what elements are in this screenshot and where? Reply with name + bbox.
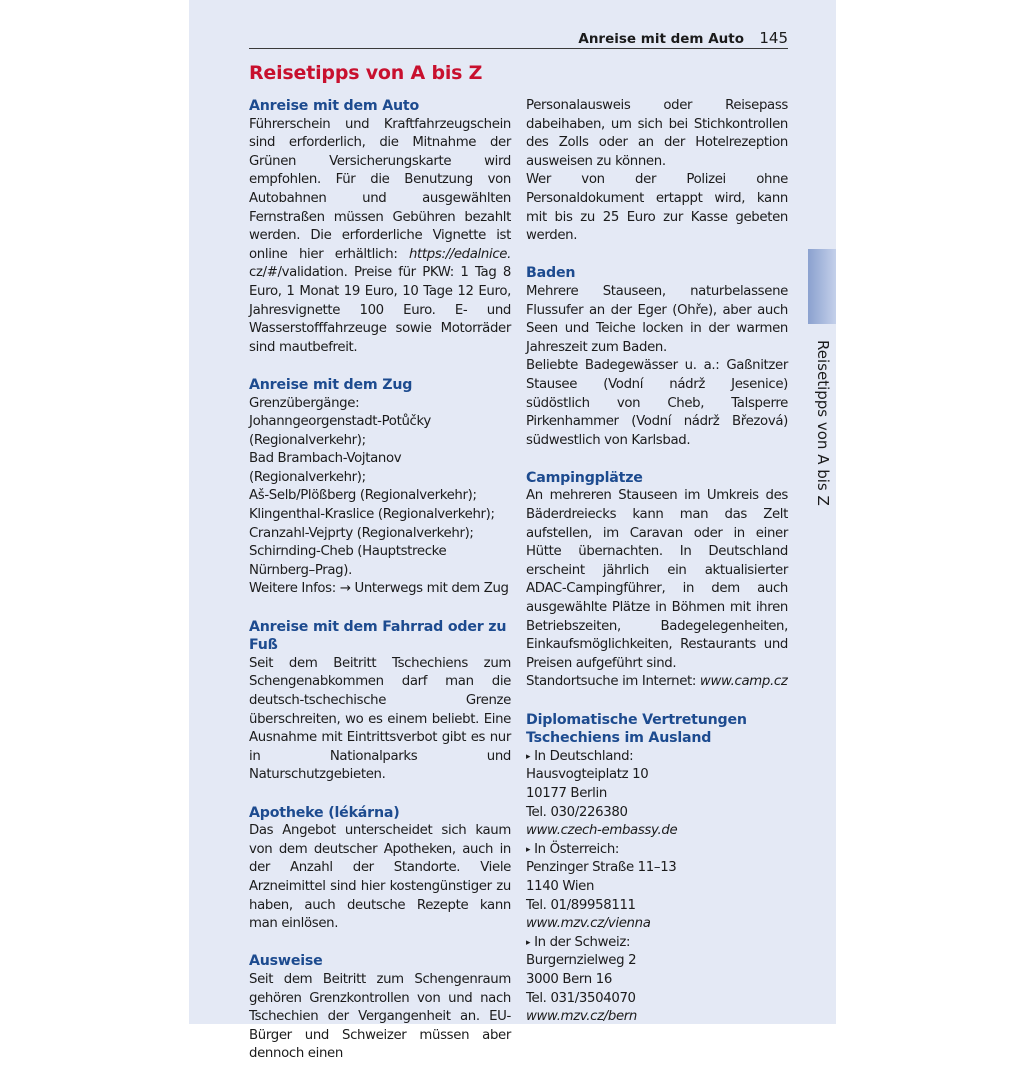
section-text: Wer von der Polizei ohne Personaldokument ertappt wird, kann mit bis zu 25 Euro zur Kasse gebeten werden. <box>526 172 788 244</box>
section-anreise-auto <box>249 97 511 357</box>
camping-url: www.camp.cz <box>699 674 788 690</box>
thumb-index-tab <box>808 249 836 324</box>
list-item: Schirnding-Cheb (Hauptstrecke Nürnberg–Prag). <box>249 544 447 578</box>
embassy-street: Penzinger Straße 11–13 <box>526 860 677 876</box>
section-camping <box>526 469 788 692</box>
embassy-web: www.mzv.cz/vienna <box>526 916 651 932</box>
embassy-country <box>526 841 788 860</box>
side-chapter-text: Reisetipps von A bis Z <box>814 340 832 506</box>
left-column <box>249 97 511 1082</box>
section-anreise-fahrrad <box>249 618 511 785</box>
list-item: Cranzahl-Vejprty (Regionalverkehr); <box>249 525 474 541</box>
section-heading: Diplomatische Vertretungen Tschechiens im Ausland <box>526 711 747 747</box>
list-item: Grenzübergänge: <box>249 395 360 411</box>
country-label: In Österreich: <box>534 841 620 857</box>
section-heading: Ausweise <box>249 953 323 970</box>
side-chapter-label <box>809 340 837 506</box>
section-apotheke <box>249 804 511 934</box>
text-part: Weitere Infos: <box>249 581 340 597</box>
embassy-city: 3000 Bern 16 <box>526 971 612 987</box>
running-header <box>249 30 788 49</box>
section-text: Das Angebot unterscheidet sich kaum von dem deutscher Apotheken, auch in der Anzahl der Standorte. Viele Arzneimittel sind hier kostengünstiger zu haben, auch deutsche Rezepte kann man einlösen. <box>249 823 511 932</box>
triangle-bullet-icon: ▸ <box>526 937 531 948</box>
country-label: In der Schweiz: <box>534 934 631 950</box>
triangle-bullet-icon: ▸ <box>526 844 531 855</box>
running-header-title: Anreise mit dem Auto <box>578 31 744 47</box>
embassy-web: www.mzv.cz/bern <box>526 1009 637 1025</box>
section-ausweise-continued <box>526 97 788 246</box>
section-heading: Baden <box>526 265 576 282</box>
section-text: Mehrere Stauseen, naturbelassene Flussufer an der Eger (Ohře), aber auch Seen und Teiche locken in der warmen Jahreszeit zum Baden. <box>526 283 788 355</box>
section-heading: Apotheke (lékárna) <box>249 804 400 821</box>
embassy-tel: Tel. 030/226380 <box>526 804 628 820</box>
text-part: Standortsuche im Internet: <box>526 674 700 690</box>
embassy-city: 1140 Wien <box>526 878 595 894</box>
section-text: Personalausweis oder Reisepass dabeihaben, um sich bei Stichkontrollen des Zolls oder an der Hotelrezeption ausweisen zu können. <box>526 98 788 169</box>
section-heading: Anreise mit dem Zug <box>249 376 413 393</box>
section-text: An mehreren Stauseen im Umkreis des Bäderdreiecks kann man das Zelt aufstellen, im Caravan oder in einer Hütte übernachten. In Deutschland erscheint jährlich ein aktualisierter ADAC-Campingführer, in dem auch ausgewählte Plätze in Böhmen mit ihren Betriebszeiten, Badegelegenheiten, Einkaufsmöglichkeiten, Restaurants und Preisen aufgeführt sind. <box>526 488 788 671</box>
country-label: In Deutschland: <box>534 748 634 764</box>
list-item: Klingenthal-Kraslice (Regionalverkehr); <box>249 507 495 523</box>
vignette-url: https://edalnice. <box>408 246 511 262</box>
embassy-web: www.czech-embassy.de <box>526 823 678 839</box>
text-part: cz/#/validation. Preise für PKW: 1 Tag 8 Euro, 1 Monat 19 Euro, 10 Tage 12 Euro, Jahresvignette 100 Euro. E- und Wasserstofffahrzeuge sowie Motorräder sind mautbefreit. <box>249 265 511 355</box>
embassy-country <box>526 748 788 767</box>
embassy-city: 10177 Berlin <box>526 785 607 801</box>
embassy-street: Hausvogteiplatz 10 <box>526 767 649 783</box>
section-text: Seit dem Beitritt zum Schengenraum gehören Grenzkontrollen von und nach Tschechien der Vergangenheit an. EU-Bürger und Schweizer müssen aber dennoch einen <box>249 971 511 1062</box>
cross-reference: Unterwegs mit dem Zug <box>350 581 509 597</box>
embassy-tel: Tel. 01/89958111 <box>526 897 636 913</box>
list-item: Johanngeorgenstadt-Potůčky (Regionalverkehr); <box>249 414 431 448</box>
section-anreise-zug <box>249 376 511 599</box>
search-line <box>526 673 788 692</box>
embassy-tel: Tel. 031/3504070 <box>526 990 636 1006</box>
right-column <box>526 97 788 1045</box>
triangle-bullet-icon: ▸ <box>526 751 531 762</box>
embassy-street: Burgernzielweg 2 <box>526 953 637 969</box>
section-baden <box>526 264 788 450</box>
more-info-line <box>249 580 511 599</box>
section-heading: Anreise mit dem Fahrrad oder zu Fuß <box>249 618 507 654</box>
embassy-country <box>526 934 788 953</box>
page-number: 145 <box>759 29 788 47</box>
list-item: Aš-Selb/Plößberg (Regionalverkehr); <box>249 488 477 504</box>
chapter-title: Reisetipps von A bis Z <box>249 62 483 84</box>
book-page <box>189 0 836 1062</box>
list-item: Bad Brambach-Vojtanov (Regionalverkehr); <box>249 451 402 485</box>
text-part: Führerschein und Kraftfahrzeugschein sind erforderlich, die Mitnahme der Grünen Versicherungskarte wird empfohlen. Für die Benutzung von Autobahnen und ausgewählten Fernstraßen müssen Gebühren bezahlt werden. Die erforderliche Vignette ist online hier erhältlich: <box>249 116 511 262</box>
section-text: Beliebte Badegewässer u. a.: Gaßnitzer Stausee (Vodní nádrž Jesenice) südöstlich von Cheb, Talsperre Pirkenhammer (Vodní nádrž Březová) südwestlich von Karlsbad. <box>526 358 788 448</box>
section-ausweise <box>249 952 511 1064</box>
arrow-icon: → <box>339 581 351 597</box>
section-text: Seit dem Beitritt Tschechiens zum Schengenabkommen darf man die deutsch-tschechische Grenze überschreiten, wo es einem beliebt. Eine Ausnahme mit Eintrittsverbot gibt es nur in Nationalparks und Naturschutzgebieten. <box>249 655 511 783</box>
section-text <box>249 116 511 358</box>
section-heading: Campingplätze <box>526 469 643 486</box>
section-diplomatie <box>526 711 788 1027</box>
section-heading: Anreise mit dem Auto <box>249 98 420 114</box>
